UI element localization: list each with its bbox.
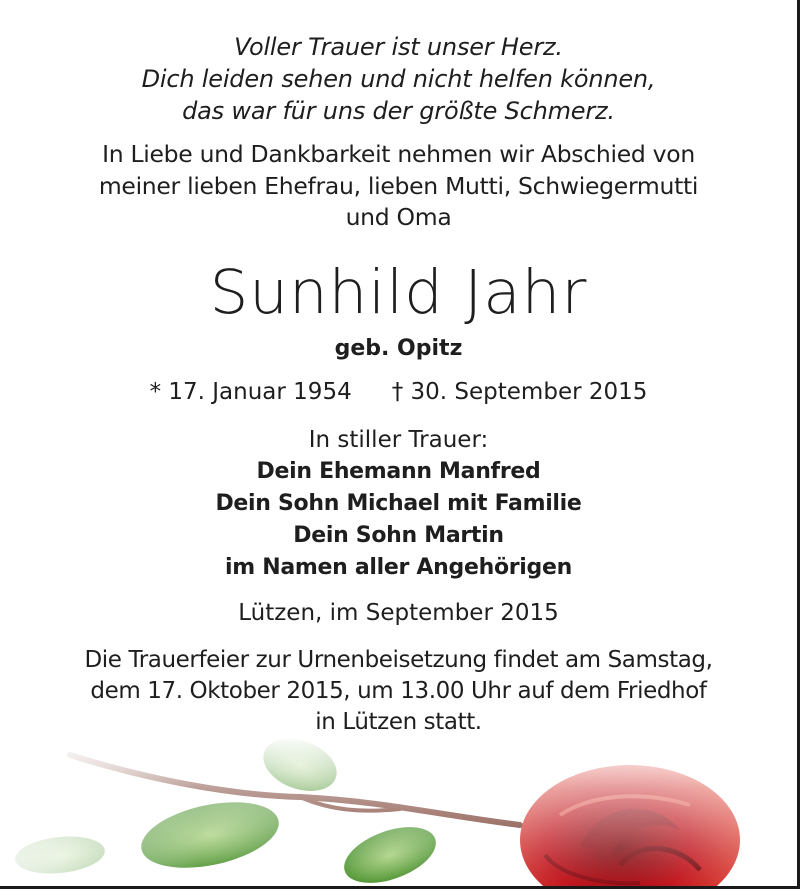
mourners-heading: In stiller Trauer: [308,427,489,453]
mourner-2: Dein Sohn Michael mit Familie [215,491,582,516]
poem-line-3: das war für uns der größte Schmerz. [182,97,615,125]
intro-line-2: meiner lieben Ehefrau, lieben Mutti, Schwiegermutti [98,171,699,200]
ceremony-line-2: dem 17. Oktober 2015, um 13.00 Uhr auf dem Friedhof [90,678,707,704]
deceased-name: Sunhild Jahr [209,257,588,328]
place-and-date: Lützen, im September 2015 [238,600,559,626]
life-dates [0,376,797,408]
mourner-1: Dein Ehemann Manfred [256,459,541,484]
ceremony-info [0,645,797,738]
poem-line-2: Dich leiden sehen und nicht helfen können, [141,65,656,93]
mourner-4: im Namen aller Angehörigen [225,555,572,580]
ceremony-line-3: in Lützen statt. [315,709,482,735]
mourner-3: Dein Sohn Martin [293,523,504,548]
maiden-name: geb. Opitz [334,336,463,361]
farewell-intro [0,139,797,234]
ceremony-line-1: Die Trauerfeier zur Urnenbeisetzung findet am Samstag, [84,647,713,673]
poem-verse [0,31,797,127]
intro-line-3: und Oma [345,203,452,231]
poem-line-1: Voller Trauer ist unser Herz. [234,33,563,61]
death-date: † 30. September 2015 [391,379,648,405]
mourners-list [0,456,797,584]
birth-date: * 17. Januar 1954 [149,379,352,405]
rose-decoration-image [0,735,797,886]
intro-line-1: In Liebe und Dankbarkeit nehmen wir Abschied von [102,140,695,168]
